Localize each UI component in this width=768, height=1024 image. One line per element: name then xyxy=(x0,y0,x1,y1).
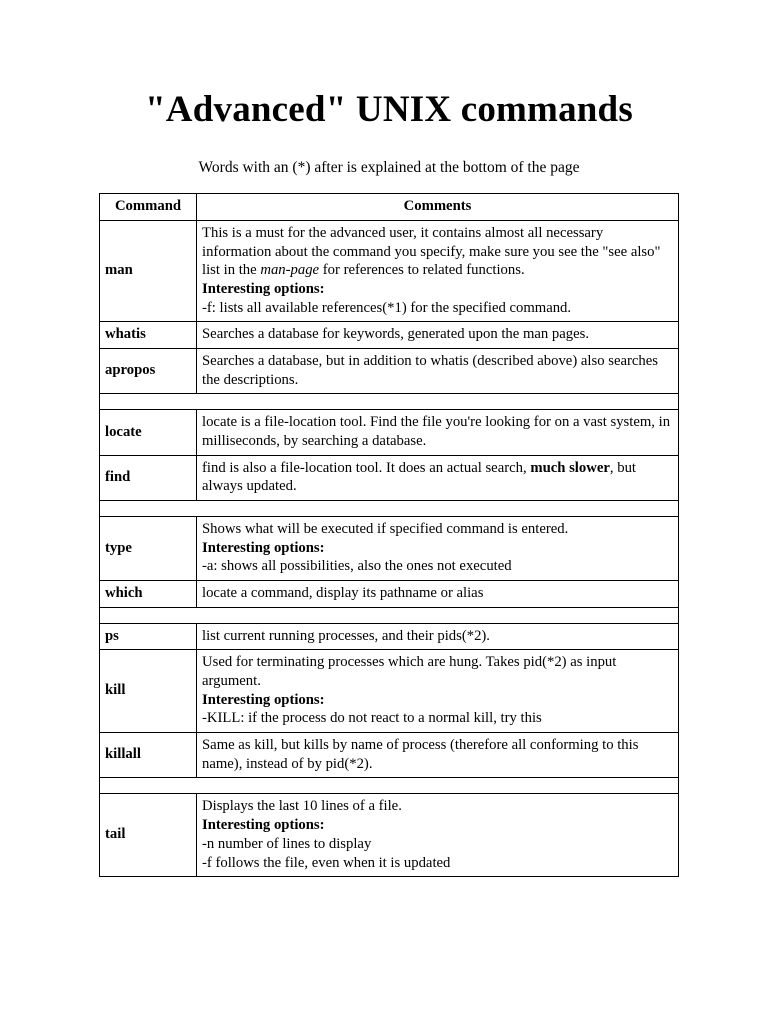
command-name: killall xyxy=(100,733,197,778)
command-name: find xyxy=(100,455,197,500)
command-description xyxy=(197,794,679,877)
table-row xyxy=(100,410,679,455)
description-line: list current running processes, and their pids(*2). xyxy=(202,627,490,644)
command-name: tail xyxy=(100,794,197,877)
column-header-comments: Comments xyxy=(197,194,679,221)
command-description xyxy=(197,455,679,500)
options-heading: Interesting options: xyxy=(202,281,325,298)
description-line: Used for terminating processes which are hung. Takes pid(*2) as input argument. xyxy=(202,654,617,690)
table-body xyxy=(100,221,679,877)
description-line: find is also a file-location tool. It does an actual search, much slower, but always updated. xyxy=(202,459,637,495)
table-spacer-row xyxy=(100,501,679,517)
table-row xyxy=(100,623,679,650)
column-header-command: Command xyxy=(100,194,197,221)
description-line: Searches a database, but in addition to whatis (described above) also searches the descriptions. xyxy=(202,353,658,388)
table-spacer-row xyxy=(100,778,679,794)
command-name: type xyxy=(100,517,197,581)
table-row xyxy=(100,733,679,778)
spacer-cell xyxy=(100,607,679,623)
command-description xyxy=(197,322,679,349)
strong-text: much slower xyxy=(530,459,610,476)
command-name: which xyxy=(100,581,197,608)
description-line: Shows what will be executed if specified command is entered. xyxy=(202,521,569,538)
command-name: locate xyxy=(100,410,197,455)
command-description xyxy=(197,349,679,394)
command-description xyxy=(197,221,679,322)
command-name: apropos xyxy=(100,349,197,394)
command-description xyxy=(197,650,679,733)
description-line: -a: shows all possibilities, also the ones not executed xyxy=(202,558,512,575)
options-heading: Interesting options: xyxy=(202,691,325,708)
command-name: ps xyxy=(100,623,197,650)
table-row xyxy=(100,349,679,394)
table-spacer-row xyxy=(100,394,679,410)
command-description xyxy=(197,733,679,778)
spacer-cell xyxy=(100,394,679,410)
description-line: -KILL: if the process do not react to a normal kill, try this xyxy=(202,710,542,727)
spacer-cell xyxy=(100,501,679,517)
emphasis-text: man-page xyxy=(260,262,320,279)
description-line: -f: lists all available references(*1) for the specified command. xyxy=(202,299,572,316)
table-row xyxy=(100,794,679,877)
table-row xyxy=(100,517,679,581)
table-row xyxy=(100,221,679,322)
options-heading: Interesting options: xyxy=(202,539,325,556)
table-header-row xyxy=(100,194,679,221)
table-row xyxy=(100,581,679,608)
command-description xyxy=(197,623,679,650)
description-line: locate is a file-location tool. Find the file you're looking for on a vast system, in milliseconds, by searching a database. xyxy=(202,414,671,450)
command-description xyxy=(197,581,679,608)
command-name: whatis xyxy=(100,322,197,349)
description-line: -n number of lines to display xyxy=(202,835,372,852)
page-title: "Advanced" UNIX commands xyxy=(145,89,633,130)
commands-table xyxy=(99,193,679,877)
options-heading: Interesting options: xyxy=(202,817,325,834)
command-description xyxy=(197,517,679,581)
command-name: man xyxy=(100,221,197,322)
table-row xyxy=(100,322,679,349)
spacer-cell xyxy=(100,778,679,794)
description-line: Same as kill, but kills by name of process (therefore all conforming to this name), instead of by pid(*2). xyxy=(202,737,639,772)
command-description xyxy=(197,410,679,455)
table-row xyxy=(100,455,679,500)
description-line: Searches a database for keywords, generated upon the man pages. xyxy=(202,326,590,343)
page-subtitle: Words with an (*) after is explained at the bottom of the page xyxy=(198,159,580,177)
description-line: Displays the last 10 lines of a file. xyxy=(202,798,402,815)
description-line: locate a command, display its pathname or alias xyxy=(202,585,484,602)
command-name: kill xyxy=(100,650,197,733)
description-line: -f follows the file, even when it is updated xyxy=(202,854,451,871)
table-spacer-row xyxy=(100,607,679,623)
table-row xyxy=(100,650,679,733)
description-line: This is a must for the advanced user, it contains almost all necessary information about the command you specify, make sure you see the "see also" list in the man-page for references to related functions. xyxy=(202,225,661,279)
